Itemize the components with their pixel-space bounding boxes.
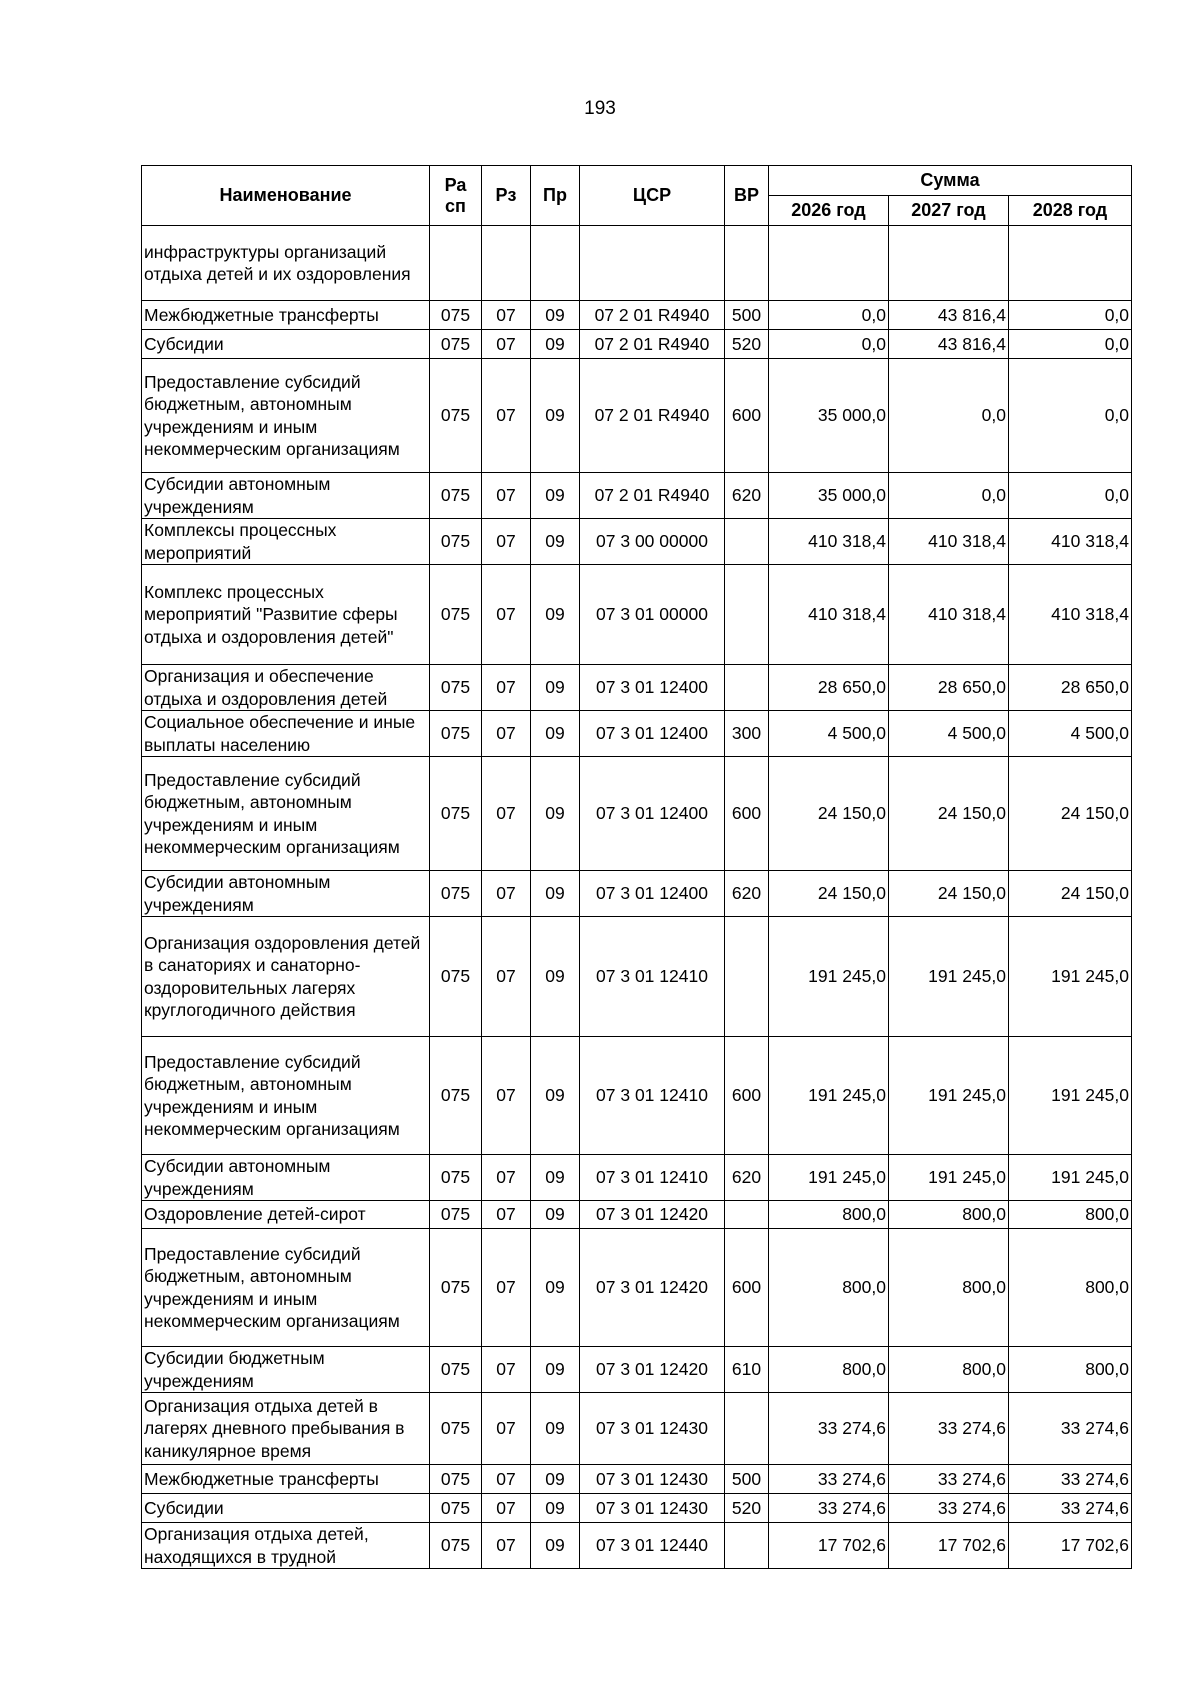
- rasp-cell: 075: [430, 473, 482, 519]
- table-row: [142, 359, 1132, 473]
- table-row: [142, 665, 1132, 711]
- sum-2028-cell: 800,0: [1009, 1347, 1132, 1393]
- page-number: 193: [584, 98, 616, 119]
- sum-2027-cell: 410 318,4: [889, 565, 1009, 665]
- vr-cell: 620: [725, 473, 769, 519]
- sum-2028-cell: 0,0: [1009, 330, 1132, 359]
- pr-cell: 09: [531, 519, 580, 565]
- csr-cell: 07 2 01 R4940: [580, 301, 725, 330]
- pr-cell: 09: [531, 1201, 580, 1229]
- csr-cell: 07 3 01 12420: [580, 1201, 725, 1229]
- rasp-cell: 075: [430, 519, 482, 565]
- rasp-cell: 075: [430, 1393, 482, 1465]
- row-name-cell: Субсидии: [142, 330, 430, 359]
- rz-cell: 07: [482, 1037, 531, 1155]
- sum-2026-cell: 410 318,4: [769, 519, 889, 565]
- sum-2026-cell: 33 274,6: [769, 1465, 889, 1494]
- table-row: [142, 917, 1132, 1037]
- sum-2026-cell: 35 000,0: [769, 473, 889, 519]
- sum-2027-cell: 24 150,0: [889, 757, 1009, 871]
- table-row: [142, 1393, 1132, 1465]
- table-row: [142, 1494, 1132, 1523]
- table-row: [142, 871, 1132, 917]
- sum-2027-cell: 191 245,0: [889, 1155, 1009, 1201]
- row-name-cell: Социальное обеспечение и иные выплаты населению: [142, 711, 430, 757]
- sum-2026-cell: 191 245,0: [769, 1155, 889, 1201]
- pr-cell: 09: [531, 1347, 580, 1393]
- rasp-cell: 075: [430, 1037, 482, 1155]
- sum-2028-cell: 410 318,4: [1009, 519, 1132, 565]
- sum-2028-cell: 191 245,0: [1009, 917, 1132, 1037]
- rz-cell: 07: [482, 1523, 531, 1569]
- sum-2027-cell: 800,0: [889, 1201, 1009, 1229]
- pr-cell: 09: [531, 1229, 580, 1347]
- sum-2027-cell: 33 274,6: [889, 1465, 1009, 1494]
- rz-cell: 07: [482, 1155, 531, 1201]
- vr-cell: [725, 1523, 769, 1569]
- table-row: [142, 711, 1132, 757]
- row-name-cell: Предоставление субсидий бюджетным, автономным учреждениям и иным некоммерческим организациям: [142, 757, 430, 871]
- row-name-cell: Предоставление субсидий бюджетным, автономным учреждениям и иным некоммерческим организациям: [142, 1037, 430, 1155]
- csr-cell: 07 3 01 12420: [580, 1229, 725, 1347]
- sum-2028-cell: 24 150,0: [1009, 871, 1132, 917]
- rz-cell: 07: [482, 301, 531, 330]
- rasp-cell: 075: [430, 359, 482, 473]
- pr-cell: 09: [531, 359, 580, 473]
- pr-cell: 09: [531, 1465, 580, 1494]
- header-rz: Рз: [482, 166, 531, 226]
- header-2026: 2026 год: [769, 196, 889, 226]
- csr-cell: 07 2 01 R4940: [580, 359, 725, 473]
- sum-2027-cell: 191 245,0: [889, 1037, 1009, 1155]
- rz-cell: 07: [482, 1201, 531, 1229]
- rasp-cell: [430, 226, 482, 301]
- sum-2028-cell: 4 500,0: [1009, 711, 1132, 757]
- csr-cell: 07 3 01 12410: [580, 917, 725, 1037]
- sum-2026-cell: 0,0: [769, 330, 889, 359]
- sum-2027-cell: 800,0: [889, 1229, 1009, 1347]
- sum-2026-cell: 800,0: [769, 1201, 889, 1229]
- csr-cell: 07 3 01 12400: [580, 757, 725, 871]
- header-rasp-top: Ра: [444, 174, 467, 195]
- sum-2027-cell: 17 702,6: [889, 1523, 1009, 1569]
- rz-cell: 07: [482, 1347, 531, 1393]
- rasp-cell: 075: [430, 1523, 482, 1569]
- rz-cell: 07: [482, 1393, 531, 1465]
- csr-cell: 07 3 01 12440: [580, 1523, 725, 1569]
- vr-cell: 600: [725, 1037, 769, 1155]
- header-csr: ЦСР: [580, 166, 725, 226]
- sum-2027-cell: 4 500,0: [889, 711, 1009, 757]
- sum-2026-cell: 17 702,6: [769, 1523, 889, 1569]
- pr-cell: 09: [531, 565, 580, 665]
- sum-2028-cell: 800,0: [1009, 1201, 1132, 1229]
- rz-cell: 07: [482, 519, 531, 565]
- vr-cell: 600: [725, 359, 769, 473]
- row-name-cell: Межбюджетные трансферты: [142, 301, 430, 330]
- sum-2027-cell: 43 816,4: [889, 301, 1009, 330]
- pr-cell: 09: [531, 473, 580, 519]
- sum-2027-cell: 0,0: [889, 359, 1009, 473]
- header-2028: 2028 год: [1009, 196, 1132, 226]
- rasp-cell: 075: [430, 330, 482, 359]
- rasp-cell: 075: [430, 1201, 482, 1229]
- csr-cell: 07 3 01 12430: [580, 1465, 725, 1494]
- vr-cell: 300: [725, 711, 769, 757]
- pr-cell: 09: [531, 917, 580, 1037]
- row-name-cell: Субсидии автономным учреждениям: [142, 1155, 430, 1201]
- pr-cell: 09: [531, 301, 580, 330]
- csr-cell: 07 3 01 00000: [580, 565, 725, 665]
- row-name-cell: инфраструктуры организаций отдыха детей и их оздоровления: [142, 226, 430, 301]
- rz-cell: 07: [482, 1229, 531, 1347]
- sum-2028-cell: 0,0: [1009, 359, 1132, 473]
- table-row: [142, 1465, 1132, 1494]
- rz-cell: 07: [482, 871, 531, 917]
- vr-cell: 500: [725, 301, 769, 330]
- rasp-cell: 075: [430, 1347, 482, 1393]
- header-pr: Пр: [531, 166, 580, 226]
- rz-cell: 07: [482, 473, 531, 519]
- row-name-cell: Организация оздоровления детей в санаториях и санаторно-оздоровительных лагерях круглогодичного действия: [142, 917, 430, 1037]
- rasp-cell: 075: [430, 565, 482, 665]
- pr-cell: 09: [531, 1494, 580, 1523]
- row-name-cell: Предоставление субсидий бюджетным, автономным учреждениям и иным некоммерческим организациям: [142, 1229, 430, 1347]
- row-name-cell: Субсидии автономным учреждениям: [142, 871, 430, 917]
- sum-2028-cell: 33 274,6: [1009, 1465, 1132, 1494]
- sum-2026-cell: 410 318,4: [769, 565, 889, 665]
- csr-cell: 07 3 01 12400: [580, 665, 725, 711]
- table-row: [142, 1155, 1132, 1201]
- sum-2027-cell: 24 150,0: [889, 871, 1009, 917]
- header-rasp: [430, 166, 482, 226]
- rz-cell: 07: [482, 565, 531, 665]
- budget-table: [141, 165, 1132, 1569]
- sum-2027-cell: 43 816,4: [889, 330, 1009, 359]
- sum-2026-cell: 35 000,0: [769, 359, 889, 473]
- sum-2027-cell: 800,0: [889, 1347, 1009, 1393]
- sum-2027-cell: 33 274,6: [889, 1494, 1009, 1523]
- sum-2026-cell: 24 150,0: [769, 757, 889, 871]
- sum-2027-cell: 410 318,4: [889, 519, 1009, 565]
- header-name: Наименование: [142, 166, 430, 226]
- csr-cell: 07 2 01 R4940: [580, 473, 725, 519]
- vr-cell: [725, 1201, 769, 1229]
- sum-2026-cell: [769, 226, 889, 301]
- vr-cell: 520: [725, 1494, 769, 1523]
- pr-cell: 09: [531, 757, 580, 871]
- rasp-cell: 075: [430, 917, 482, 1037]
- rz-cell: 07: [482, 665, 531, 711]
- sum-2028-cell: 800,0: [1009, 1229, 1132, 1347]
- table-row: [142, 519, 1132, 565]
- row-name-cell: Предоставление субсидий бюджетным, автономным учреждениям и иным некоммерческим организациям: [142, 359, 430, 473]
- rz-cell: 07: [482, 711, 531, 757]
- table-row: [142, 757, 1132, 871]
- sum-2026-cell: 33 274,6: [769, 1393, 889, 1465]
- sum-2028-cell: 410 318,4: [1009, 565, 1132, 665]
- vr-cell: 620: [725, 871, 769, 917]
- table-body: [142, 226, 1132, 1569]
- csr-cell: 07 3 00 00000: [580, 519, 725, 565]
- sum-2027-cell: 28 650,0: [889, 665, 1009, 711]
- sum-2027-cell: 0,0: [889, 473, 1009, 519]
- row-name-cell: Субсидии: [142, 1494, 430, 1523]
- row-name-cell: Организация отдыха детей, находящихся в трудной: [142, 1523, 430, 1569]
- rasp-cell: 075: [430, 301, 482, 330]
- sum-2026-cell: 800,0: [769, 1229, 889, 1347]
- vr-cell: 610: [725, 1347, 769, 1393]
- row-name-cell: Межбюджетные трансферты: [142, 1465, 430, 1494]
- row-name-cell: Комплекс процессных мероприятий "Развитие сферы отдыха и оздоровления детей": [142, 565, 430, 665]
- rz-cell: [482, 226, 531, 301]
- csr-cell: 07 3 01 12400: [580, 711, 725, 757]
- pr-cell: 09: [531, 330, 580, 359]
- header-sum: Сумма: [769, 166, 1132, 196]
- sum-2026-cell: 24 150,0: [769, 871, 889, 917]
- row-name-cell: Оздоровление детей-сирот: [142, 1201, 430, 1229]
- sum-2028-cell: [1009, 226, 1132, 301]
- vr-cell: [725, 1393, 769, 1465]
- table-row: [142, 473, 1132, 519]
- table-row: [142, 301, 1132, 330]
- sum-2028-cell: 17 702,6: [1009, 1523, 1132, 1569]
- pr-cell: 09: [531, 1037, 580, 1155]
- vr-cell: [725, 917, 769, 1037]
- vr-cell: 600: [725, 757, 769, 871]
- row-name-cell: Организация отдыха детей в лагерях дневного пребывания в каникулярное время: [142, 1393, 430, 1465]
- table-row: [142, 1229, 1132, 1347]
- rasp-cell: 075: [430, 665, 482, 711]
- csr-cell: 07 2 01 R4940: [580, 330, 725, 359]
- sum-2026-cell: 4 500,0: [769, 711, 889, 757]
- sum-2027-cell: [889, 226, 1009, 301]
- rz-cell: 07: [482, 1465, 531, 1494]
- sum-2028-cell: 33 274,6: [1009, 1494, 1132, 1523]
- header-vr: ВР: [725, 166, 769, 226]
- rz-cell: 07: [482, 359, 531, 473]
- pr-cell: 09: [531, 1523, 580, 1569]
- table-row: [142, 1037, 1132, 1155]
- sum-2026-cell: 33 274,6: [769, 1494, 889, 1523]
- row-name-cell: Субсидии автономным учреждениям: [142, 473, 430, 519]
- sum-2028-cell: 0,0: [1009, 473, 1132, 519]
- vr-cell: 620: [725, 1155, 769, 1201]
- rz-cell: 07: [482, 917, 531, 1037]
- sum-2028-cell: 24 150,0: [1009, 757, 1132, 871]
- sum-2026-cell: 191 245,0: [769, 917, 889, 1037]
- table-row: [142, 1523, 1132, 1569]
- vr-cell: [725, 226, 769, 301]
- csr-cell: 07 3 01 12430: [580, 1393, 725, 1465]
- pr-cell: 09: [531, 711, 580, 757]
- csr-cell: 07 3 01 12420: [580, 1347, 725, 1393]
- sum-2028-cell: 28 650,0: [1009, 665, 1132, 711]
- vr-cell: 500: [725, 1465, 769, 1494]
- row-name-cell: Субсидии бюджетным учреждениям: [142, 1347, 430, 1393]
- sum-2026-cell: 28 650,0: [769, 665, 889, 711]
- csr-cell: [580, 226, 725, 301]
- csr-cell: 07 3 01 12430: [580, 1494, 725, 1523]
- sum-2028-cell: 191 245,0: [1009, 1155, 1132, 1201]
- rasp-cell: 075: [430, 757, 482, 871]
- sum-2028-cell: 191 245,0: [1009, 1037, 1132, 1155]
- rasp-cell: 075: [430, 1465, 482, 1494]
- sum-2026-cell: 0,0: [769, 301, 889, 330]
- table-row: [142, 330, 1132, 359]
- pr-cell: 09: [531, 665, 580, 711]
- sum-2026-cell: 800,0: [769, 1347, 889, 1393]
- pr-cell: 09: [531, 871, 580, 917]
- sum-2028-cell: 0,0: [1009, 301, 1132, 330]
- header-rasp-bottom: сп: [445, 195, 466, 216]
- row-name-cell: Комплексы процессных мероприятий: [142, 519, 430, 565]
- csr-cell: 07 3 01 12400: [580, 871, 725, 917]
- vr-cell: 600: [725, 1229, 769, 1347]
- header-2027: 2027 год: [889, 196, 1009, 226]
- table-row: [142, 226, 1132, 301]
- rz-cell: 07: [482, 330, 531, 359]
- pr-cell: 09: [531, 1393, 580, 1465]
- pr-cell: 09: [531, 1155, 580, 1201]
- rz-cell: 07: [482, 1494, 531, 1523]
- csr-cell: 07 3 01 12410: [580, 1155, 725, 1201]
- rasp-cell: 075: [430, 1155, 482, 1201]
- sum-2028-cell: 33 274,6: [1009, 1393, 1132, 1465]
- table-row: [142, 1347, 1132, 1393]
- table-row: [142, 1201, 1132, 1229]
- vr-cell: [725, 665, 769, 711]
- vr-cell: [725, 565, 769, 665]
- sum-2027-cell: 191 245,0: [889, 917, 1009, 1037]
- sum-2026-cell: 191 245,0: [769, 1037, 889, 1155]
- rasp-cell: 075: [430, 1494, 482, 1523]
- rasp-cell: 075: [430, 711, 482, 757]
- sum-2027-cell: 33 274,6: [889, 1393, 1009, 1465]
- rz-cell: 07: [482, 757, 531, 871]
- rasp-cell: 075: [430, 1229, 482, 1347]
- row-name-cell: Организация и обеспечение отдыха и оздоровления детей: [142, 665, 430, 711]
- pr-cell: [531, 226, 580, 301]
- vr-cell: 520: [725, 330, 769, 359]
- csr-cell: 07 3 01 12410: [580, 1037, 725, 1155]
- table-row: [142, 565, 1132, 665]
- rasp-cell: 075: [430, 871, 482, 917]
- vr-cell: [725, 519, 769, 565]
